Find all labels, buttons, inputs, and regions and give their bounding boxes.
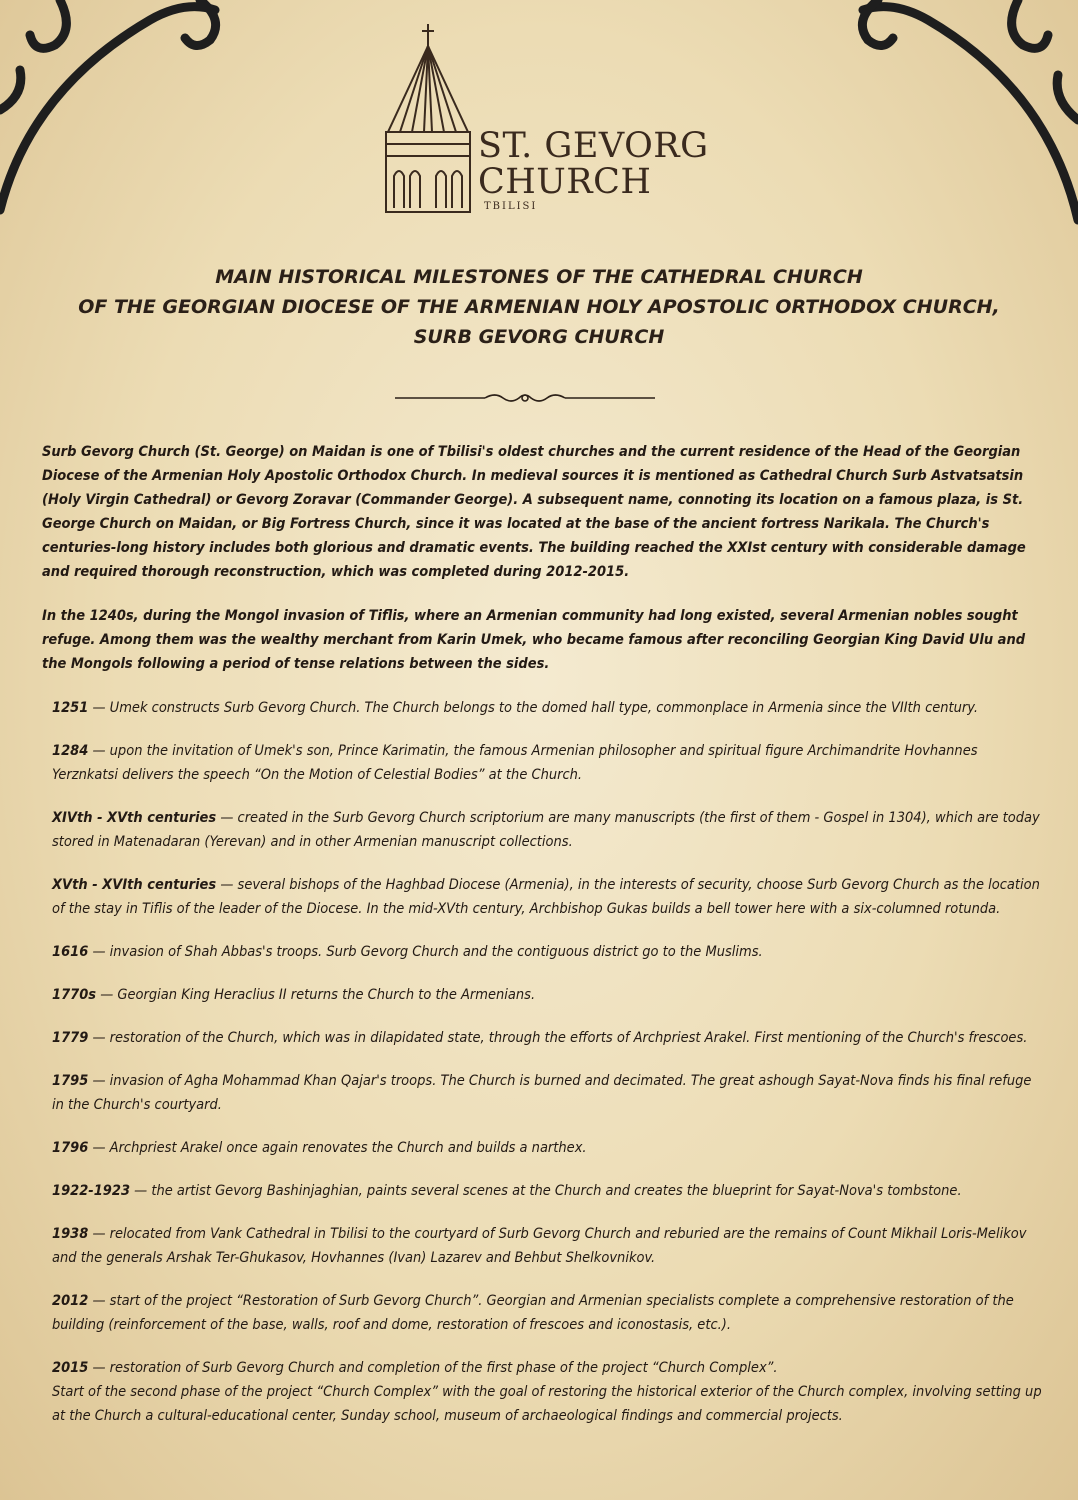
milestone-text: created in the Surb Gevorg Church scriptorium are many manuscripts (the first of them - Gospel in 1304), which are today stored in Matenadaran (Yerevan) and in other Armenian manuscript collections. bbox=[52, 810, 1040, 850]
milestone-year: 1284 bbox=[52, 743, 89, 759]
milestone-text: start of the project “Restoration of Surb Gevorg Church”. Georgian and Armenian specialists complete a comprehensive restoration of the building (reinforcement of the base, walls, roof and dome, restoration of frescoes and iconostasis, etc.). bbox=[52, 1293, 1014, 1333]
milestone-separator: — bbox=[216, 810, 238, 826]
logo-subtitle: TBILISI bbox=[484, 201, 538, 212]
milestone-entry bbox=[52, 1356, 1042, 1428]
milestone-separator: — bbox=[96, 987, 118, 1003]
milestone-separator: — bbox=[88, 1030, 110, 1046]
milestone-separator: — bbox=[88, 743, 110, 759]
milestone-year: 1251 bbox=[52, 700, 89, 716]
milestone-entry bbox=[52, 739, 1042, 787]
logo-title-line2: CHURCH bbox=[478, 162, 652, 202]
milestone-text: several bishops of the Haghbad Diocese (Armenia), in the interests of security, choose Surb Gevorg Church as the location of the stay in Tiflis of the leader of the Diocese. In the mid-XVth century, Archbishop Gukas builds a bell tower here with a six-columned rotunda. bbox=[52, 877, 1040, 917]
milestone-year: 1779 bbox=[52, 1030, 89, 1046]
heading-line2: OF THE GEORGIAN DIOCESE OF THE ARMENIAN HOLY APOSTOLIC ORTHODOX CHURCH, bbox=[78, 296, 1000, 318]
milestone-year: 2015 bbox=[52, 1360, 89, 1376]
milestone-year: 1770s bbox=[52, 987, 97, 1003]
heading-line3: SURB GEVORG CHURCH bbox=[413, 326, 665, 348]
milestone-separator: — bbox=[130, 1183, 152, 1199]
milestone-text: the artist Gevorg Bashinjaghian, paints several scenes at the Church and creates the blueprint for Sayat-Nova's tombstone. bbox=[151, 1183, 962, 1199]
milestone-entry bbox=[52, 1026, 1042, 1050]
logo-title-line1: ST. GEVORG bbox=[478, 126, 709, 166]
milestone-text: upon the invitation of Umek's son, Prince Karimatin, the famous Armenian philosopher and spiritual figure Archimandrite Hovhannes Yerznkatsi delivers the speech “On the Motion of Celestial Bodies” at the Church. bbox=[52, 743, 978, 783]
milestone-text: Archpriest Arakel once again renovates the Church and builds a narthex. bbox=[109, 1140, 587, 1156]
milestone-entry bbox=[52, 1179, 1042, 1203]
milestone-separator: — bbox=[88, 1073, 110, 1089]
milestone-year: 1796 bbox=[52, 1140, 89, 1156]
milestone-year: XVth - XVIth centuries bbox=[52, 877, 217, 893]
page-heading bbox=[0, 262, 1078, 352]
milestone-separator: — bbox=[88, 1360, 110, 1376]
milestone-separator: — bbox=[88, 700, 110, 716]
ornament-corner-left bbox=[0, 0, 230, 260]
milestone-year: XIVth - XVth centuries bbox=[52, 810, 217, 826]
milestone-separator: — bbox=[88, 1293, 110, 1309]
milestone-text: invasion of Agha Mohammad Khan Qajar's troops. The Church is burned and decimated. The great ashough Sayat-Nova finds his final refuge in the Church's courtyard. bbox=[52, 1073, 1032, 1113]
ornament-corner-right bbox=[848, 0, 1078, 260]
milestone-text: restoration of Surb Gevorg Church and completion of the first phase of the project “Church Complex”. bbox=[109, 1360, 778, 1376]
milestone-year: 1795 bbox=[52, 1073, 89, 1089]
milestone-entry bbox=[52, 1222, 1042, 1270]
milestone-separator: — bbox=[88, 944, 110, 960]
intro-paragraph: In the 1240s, during the Mongol invasion of Tiflis, where an Armenian community had long existed, several Armenian nobles sought refuge. Among them was the wealthy merchant from Karin Umek, who became famous after reconciling Georgian King David Ulu and the Mongols following a period of tense relations between the sides. bbox=[42, 608, 1026, 672]
milestone-year: 1922-1923 bbox=[52, 1183, 131, 1199]
heading-line1: MAIN HISTORICAL MILESTONES OF THE CATHEDRAL CHURCH bbox=[215, 266, 863, 288]
logo-title bbox=[478, 128, 709, 200]
milestone-entry bbox=[52, 696, 1042, 720]
milestone-entry bbox=[52, 983, 1042, 1007]
milestone-entry bbox=[52, 940, 1042, 964]
milestone-entry bbox=[52, 873, 1042, 921]
milestone-list bbox=[42, 696, 1042, 1428]
milestone-text: invasion of Shah Abbas's troops. Surb Gevorg Church and the contiguous district go to the Muslims. bbox=[109, 944, 763, 960]
milestone-separator: — bbox=[88, 1226, 110, 1242]
milestone-entry bbox=[52, 806, 1042, 854]
milestone-entry bbox=[52, 1289, 1042, 1337]
plaque-body bbox=[42, 440, 1042, 1447]
milestone-text: relocated from Vank Cathedral in Tbilisi to the courtyard of Surb Gevorg Church and reburied are the remains of Count Mikhail Loris-Melikov and the generals Arshak Ter-Ghukasov, Hovhannes (Ivan) Lazarev and Behbut Shelkovnikov. bbox=[52, 1226, 1027, 1266]
milestone-text: Umek constructs Surb Gevorg Church. The Church belongs to the domed hall type, commonplace in Armenia since the VIIth century. bbox=[109, 700, 979, 716]
milestone-text: restoration of the Church, which was in dilapidated state, through the efforts of Archpriest Arakel. First mentioning of the Church's frescoes. bbox=[109, 1030, 1028, 1046]
ornamental-divider-icon bbox=[395, 388, 655, 408]
milestone-separator: — bbox=[88, 1140, 110, 1156]
milestone-year: 1938 bbox=[52, 1226, 89, 1242]
milestone-entry bbox=[52, 1069, 1042, 1117]
milestone-separator: — bbox=[216, 877, 238, 893]
milestone-text: Georgian King Heraclius II returns the Church to the Armenians. bbox=[117, 987, 536, 1003]
intro-paragraph: Surb Gevorg Church (St. George) on Maidan is one of Tbilisi's oldest churches and the current residence of the Head of the Georgian Diocese of the Armenian Holy Apostolic Orthodox Church. In medieval sources it is mentioned as Cathedral Church Surb Astvatsatsin (Holy Virgin Cathedral) or Gevorg Zoravar (Commander George). A subsequent name, connoting its location on a famous plaza, is St. George Church on Maidan, or Big Fortress Church, since it was located at the base of the ancient fortress Narikala. The Church's centuries-long history includes both glorious and dramatic events. The building reached the XXIst century with considerable damage and required thorough reconstruction, which was completed during 2012-2015. bbox=[42, 444, 1026, 580]
milestone-entry bbox=[52, 1136, 1042, 1160]
milestone-year: 1616 bbox=[52, 944, 89, 960]
milestone-year: 2012 bbox=[52, 1293, 89, 1309]
milestone-extra-text: Start of the second phase of the project “Church Complex” with the goal of restoring the historical exterior of the Church complex, involving setting up at the Church a cultural-educational center, Sunday school, museum of archaeological findings and commercial projects. bbox=[52, 1384, 1042, 1424]
